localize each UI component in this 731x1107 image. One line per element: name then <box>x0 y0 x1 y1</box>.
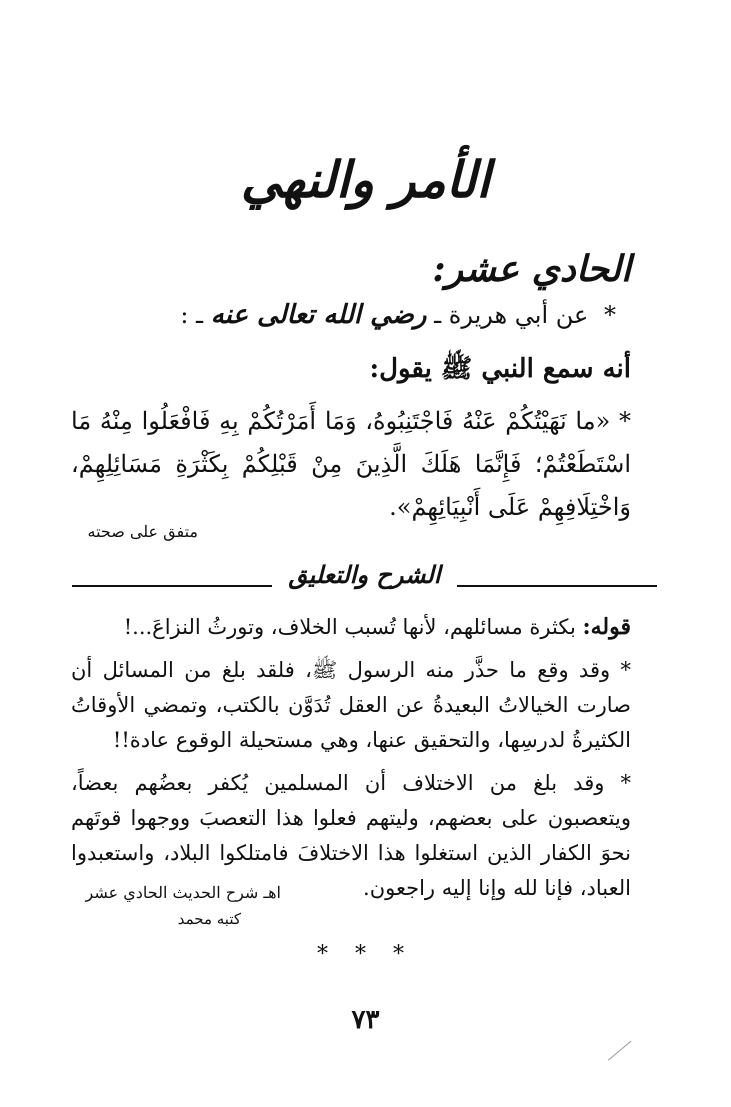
commentary-section <box>71 610 631 914</box>
endnote-author: كتبه محمد <box>177 910 241 928</box>
star-bullet-icon: * <box>604 301 616 329</box>
section-separator <box>72 560 657 604</box>
chapter-title: الأمر والنهي <box>240 150 491 209</box>
separator-label: الشرح والتعليق <box>288 560 441 589</box>
scan-mark <box>608 1041 632 1062</box>
heard-line: أنه سمع النبي ﷺ يقول: <box>369 354 631 384</box>
endnote <box>85 880 281 932</box>
narrator-honorific: رضي الله تعالى عنه <box>210 300 427 330</box>
page-number: ٧٣ <box>351 1005 380 1035</box>
commentary-lead-text: بكثرة مسائلهم، لأنها تُسبب الخلاف، وتورثُ النزاعَ...! <box>123 615 576 639</box>
commentary-paragraph-2: * وقد بلغ من الاختلاف أن المسلمين يُكفر بعضُهم بعضاً، ويتعصبون على بعضهم، وليتهم فعلوا هذا التعصبَ ووجهوا قوتَهم نحوَ الكفار الذين استغلوا هذا الاختلافَ فامتلكوا البلاد، واستعبدوا العباد، فإنا لله وإنا إليه راجعون. <box>71 771 631 900</box>
narrator-line <box>180 300 616 330</box>
agreed-upon-note: متفق على صحته <box>87 522 198 541</box>
hadith-heading: الحادي عشر: <box>432 248 631 290</box>
commentary-paragraph-1: * وقد وقع ما حذَّر منه الرسول ﷺ، فلقد بلغ من المسائل أن صارت الخيالاتُ البعيدةُ عن العقل تُدَوَّن بالكتب، وتمضي الأوقاتُ الكثيرةُ لدرسِها، والتحقيق عنها، وهي مستحيلة الوقوع عادة!! <box>71 658 631 752</box>
endnote-line-1: اهـ شرح الحديث الحادي عشر <box>85 883 281 902</box>
commentary-lead-paragraph <box>71 610 631 645</box>
narrator-intro: عن أبي هريرة ـ <box>434 301 589 329</box>
hadith-text: * «ما نَهَيْتُكُمْ عَنْهُ فَاجْتَنِبُوهُ، وَمَا أَمَرْتُكُمْ بِهِ فَافْعَلُوا مِنْهُ مَا اسْتَطَعْتُمْ؛ فَإِنَّمَا هَلَكَ الَّذِينَ مِنْ قَبْلِكُمْ بِكَثْرَةِ مَسَائِلِهِمْ، وَاخْتِلَافِهِمْ عَلَى أَنْبِيَائِهِمْ». <box>71 407 631 521</box>
commentary-lead-label: قوله: <box>582 614 631 640</box>
narrator-end: ـ : <box>180 301 204 329</box>
separator-line-left <box>72 585 272 587</box>
section-end-stars: * * * <box>317 942 414 967</box>
separator-line-right <box>457 585 657 587</box>
